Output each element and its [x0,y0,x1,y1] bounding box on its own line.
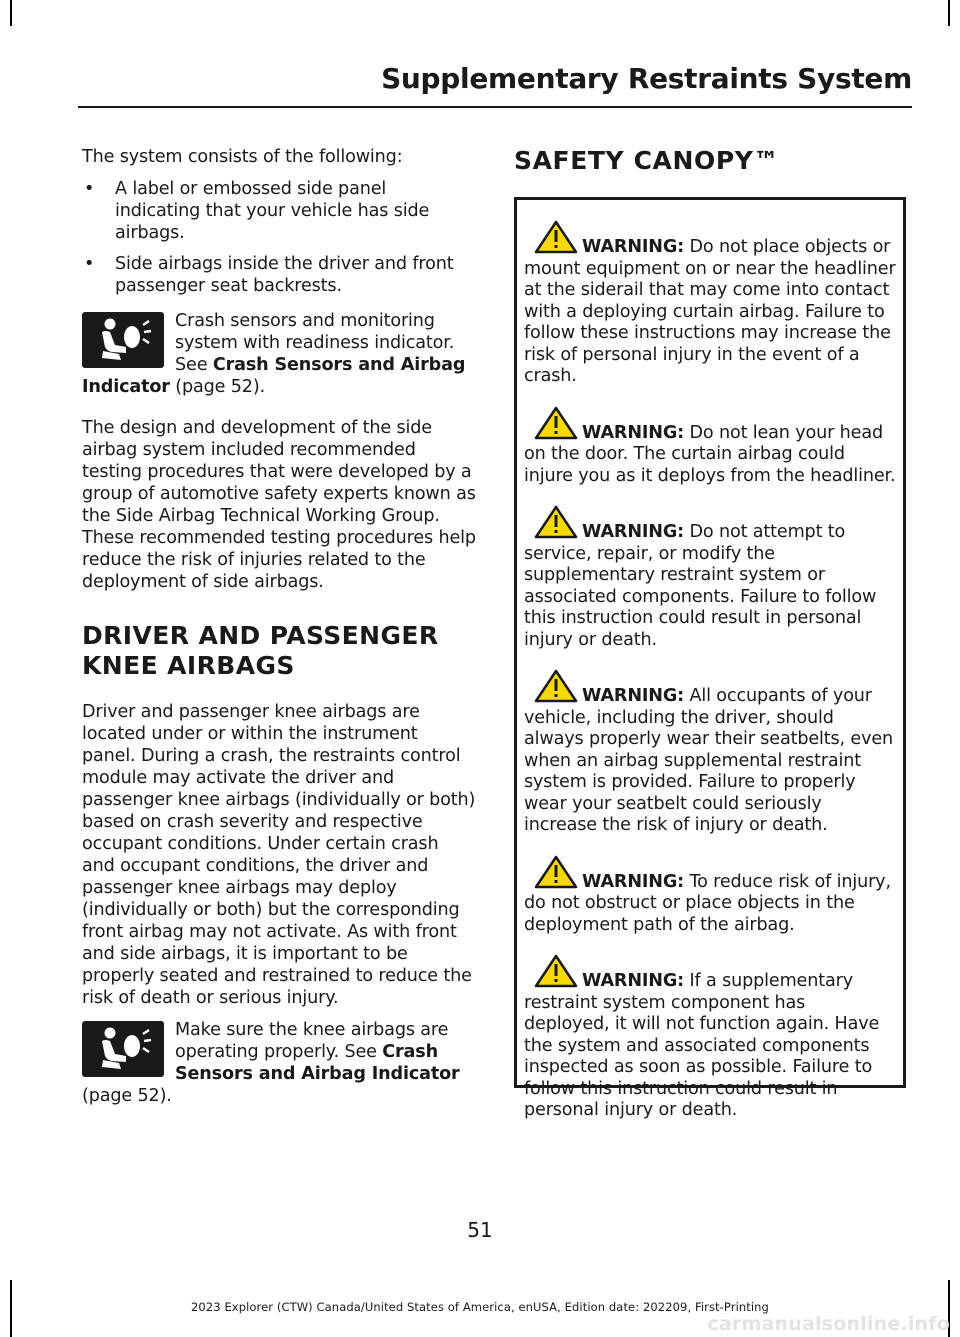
page-title: Supplementary Restraints System [381,62,912,95]
left-column [82,146,476,1107]
crop-mark [948,0,950,26]
component-list [82,178,476,297]
knee-airbags-note: Make sure the knee airbags are operating properly. See Crash Sensors and Airbag Indicator (page 52). [82,1020,460,1106]
intro-text: The system consists of the following: [82,147,403,167]
edition-footer: 2023 Explorer (CTW) Canada/United States of America, enUSA, Edition date: 202209, First-Printing [191,1300,769,1314]
warning-triangle-icon [534,220,578,254]
warning-triangle-icon [534,406,578,440]
airbag-indicator-icon [82,1021,164,1077]
warning-triangle-icon [534,954,578,988]
right-column [514,146,906,176]
warning-item: WARNING: If a supplementary restraint system component has deployed, it will not function again. Have the system and associated components inspected as soon as possible. Failure to follow this instruction could result in personal injury or death. [524,954,896,1122]
warning-triangle-icon [534,505,578,539]
warning-triangle-icon [534,855,578,889]
crash-sensor-note: Crash sensors and monitoring system with readiness indicator. See Crash Sensors and Airbag Indicator (page 52). [82,311,466,397]
page-number: 51 [467,1218,493,1242]
design-paragraph: The design and development of the side airbag system included recommended testing procedures that were developed by a group of automotive safety experts known as the Side Airbag Technical Working Group. These recommended testing procedures help reduce the risk of injuries related to the deployment of side airbags. [82,418,476,592]
crop-mark [10,0,12,26]
safety-canopy-heading: SAFETY CANOPY™ [514,146,780,175]
warning-item: WARNING: Do not place objects or mount equipment on or near the headliner at the siderail that may come into contact with a deploying curtain airbag. Failure to follow these instructions may increase the risk of personal injury in the event of a crash. [524,220,896,388]
knee-airbags-paragraph: Driver and passenger knee airbags are located under or within the instrument panel. During a crash, the restraints control module may activate the driver and passenger knee airbags (individually or both) based on crash severity and respective occupant conditions. Under certain crash and occupant conditions, the driver and passenger knee airbags may deploy (individually or both) but the corresponding front airbag may not activate. As with front and side airbags, it is important to be properly seated and restrained to reduce the risk of death or serious injury. [82,702,476,1008]
warning-item: WARNING: Do not attempt to service, repair, or modify the supplementary restraint system or associated components. Failure to follow this instruction could result in personal injury or death. [524,505,896,651]
warning-item: WARNING: To reduce risk of injury, do not obstruct or place objects in the deployment path of the airbag. [524,855,896,937]
airbag-indicator-icon [82,312,164,368]
warning-item: WARNING: All occupants of your vehicle, including the driver, should always properly wear their seatbelts, even when an airbag supplemental restraint system is provided. Failure to properly wear your seatbelt could seriously increase the risk of injury or death. [524,669,896,837]
warnings-box [514,197,906,1120]
knee-airbags-heading: DRIVER AND PASSENGER KNEE AIRBAGS [82,621,439,680]
crash-sensors-link[interactable]: Crash Sensors and Airbag Indicator [175,1042,460,1084]
warning-triangle-icon [534,669,578,703]
list-item: • Side airbags inside the driver and front passenger seat backrests. [82,253,476,297]
header-divider [78,106,912,108]
warning-item: WARNING: Do not lean your head on the door. The curtain airbag could injure you as it deploys from the headliner. [524,406,896,488]
watermark: carmanualsonline.info [707,1313,950,1335]
crash-sensors-link[interactable]: Crash Sensors and Airbag Indicator [82,355,466,397]
list-item: • A label or embossed side panel indicating that your vehicle has side airbags. [82,178,476,244]
